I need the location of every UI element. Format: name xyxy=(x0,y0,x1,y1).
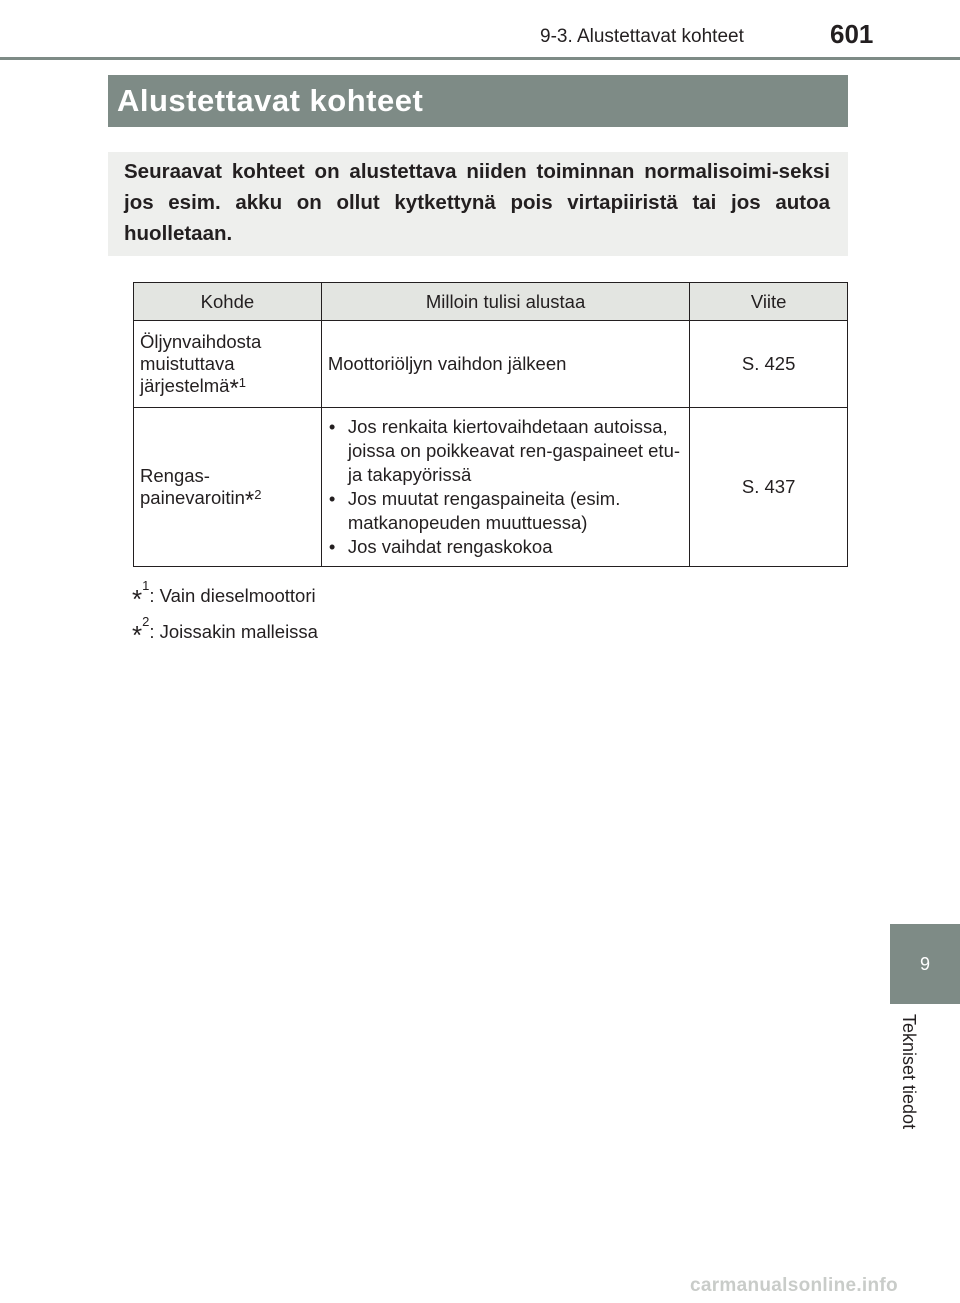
table-header-row xyxy=(134,283,848,321)
table-row xyxy=(134,408,848,567)
table-cell-item xyxy=(134,321,322,408)
section-heading: 9-3. Alustettavat kohteet xyxy=(540,26,744,47)
list-item: • Jos vaihdat rengaskokoa xyxy=(328,535,683,559)
footnote-1 xyxy=(132,578,316,614)
item-name: Rengas-painevaroitin xyxy=(140,465,245,508)
table-cell-item xyxy=(134,408,322,567)
footnote-number: 1 xyxy=(238,375,247,390)
chapter-tab xyxy=(890,924,960,1004)
list-item: • Jos muutat rengaspaineita (esim. matkanopeuden muuttuessa) xyxy=(328,487,683,535)
reset-items-table xyxy=(133,282,848,567)
item-name: Öljynvaihdosta muistuttava järjestelmä xyxy=(140,331,262,396)
table-cell-reference: S. 437 xyxy=(690,408,848,567)
table-row xyxy=(134,321,848,408)
table-cell-reference: S. 425 xyxy=(690,321,848,408)
page-number: 601 xyxy=(830,19,874,49)
footnote-star: * xyxy=(132,620,143,650)
footnote-number: 2 xyxy=(254,487,262,502)
list-item: • Jos renkaita kiertovaihdetaan autoissa, joissa on poikkeavat ren-gaspaineet etu- ja takapyörissä xyxy=(328,415,683,487)
intro-text: Seuraavat kohteet on alustettava niiden toiminnan normalisoimi-seksi jos esim. akku on ollut kytkettynä pois virtapiiristä tai jos autoa huolletaan. xyxy=(124,160,830,245)
footnote-2 xyxy=(132,614,318,650)
footnote-star: * xyxy=(244,487,255,514)
footnote-star: * xyxy=(229,375,239,402)
watermark: carmanualsonline.info xyxy=(690,1275,898,1296)
footnote-text: : Joissakin malleissa xyxy=(149,621,318,642)
table-header-when: Milloin tulisi alustaa xyxy=(321,283,689,321)
footnote-number: 1 xyxy=(142,578,150,593)
footnote-star: * xyxy=(132,584,143,614)
chapter-number: 9 xyxy=(919,953,930,974)
footnote-text: : Vain dieselmoottori xyxy=(149,585,316,606)
intro-box xyxy=(108,152,848,256)
table-cell-when xyxy=(321,408,689,567)
footnote-number: 2 xyxy=(142,614,150,629)
when-list xyxy=(328,415,683,559)
table-header-item: Kohde xyxy=(134,283,322,321)
chapter-label: Tekniset tiedot xyxy=(899,1014,919,1130)
table-header-reference: Viite xyxy=(690,283,848,321)
header-divider xyxy=(0,57,960,60)
title-banner xyxy=(108,75,848,127)
page-title: Alustettavat kohteet xyxy=(117,83,424,118)
table-cell-when: Moottoriöljyn vaihdon jälkeen xyxy=(321,321,689,408)
